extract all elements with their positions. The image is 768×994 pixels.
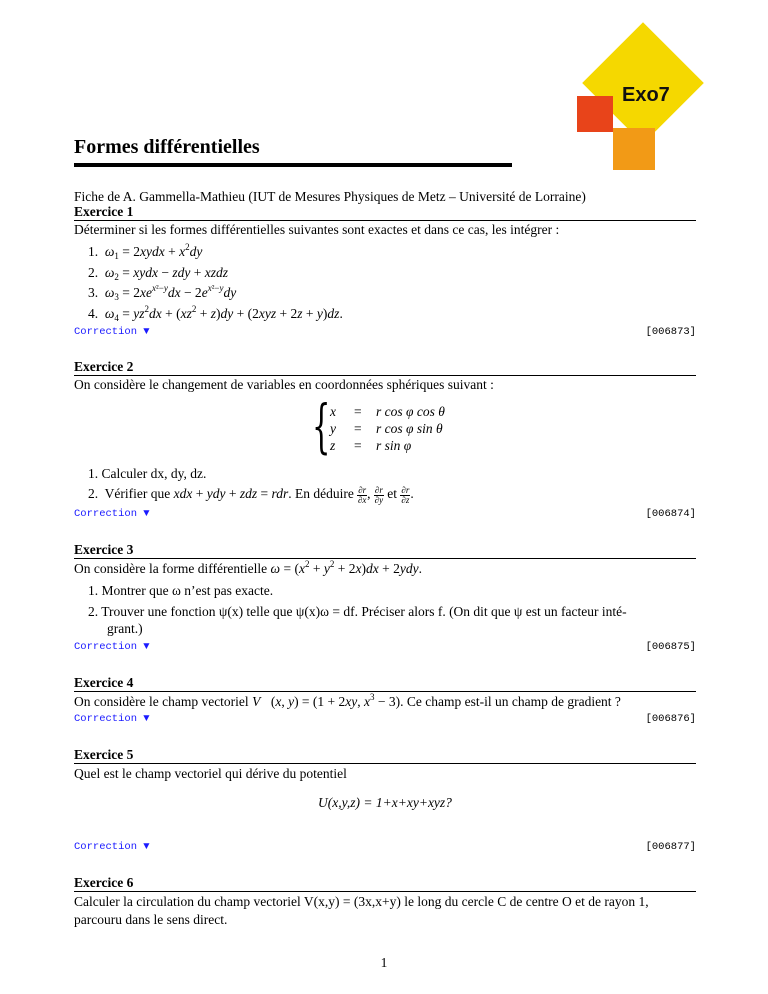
page-title: Formes différentielles	[74, 136, 260, 158]
ex3-item-2: 2. Trouver une fonction ψ(x) telle que ψ(x)ω = df. Préciser alors f. (On dit que ψ est un facteur inté-	[88, 604, 627, 619]
spherical-system: { x = r cos φ cos θ y = r cos φ sin θ z = r sin φ	[312, 392, 445, 460]
exercise-3-rule	[74, 558, 696, 559]
system-brace: {	[312, 392, 331, 460]
page-number: 1	[380, 955, 388, 970]
ex3-item-2-cont: grant.)	[107, 621, 143, 636]
exercise-2-intro: On considère le changement de variables en coordonnées sphériques suivant :	[74, 377, 494, 392]
ex1-item-2: 2. $\omega_2$ = xydx − zdy + xzdz	[88, 265, 229, 282]
correction-link[interactable]: Correction ▼	[74, 508, 150, 520]
exercise-6-rule	[74, 891, 696, 892]
exercise-id: [006874]	[645, 508, 696, 520]
ex2-item-2: 2. Vérifier que xdx + ydy + zdz = rdr. En déduire $\frac{\partial r}{\partial x}$ , $\frac{\partial r}{\partial y}$ et $\frac{\partial r}{\partial z}$ .	[88, 485, 414, 505]
author-line: Fiche de A. Gammella-Mathieu (IUT de Mesures Physiques de Metz – Université de Lorraine)	[74, 189, 586, 204]
logo-text: Exo7	[622, 84, 670, 106]
exercise-id: [006875]	[645, 641, 696, 653]
exercise-6-line1: Calculer la circulation du champ vectoriel V(x,y) = (3x,x+y) le long du cercle C de centre O et de rayon 1,	[74, 894, 649, 909]
exercise-id: [006876]	[645, 713, 696, 725]
exercise-id: [006873]	[645, 326, 696, 338]
ex1-item-4: 4. $\omega_4 = yz^2dx + (xz^2 + z)dy + (2xyz + 2z + y)dz$.	[88, 304, 343, 323]
exercise-5-intro: Quel est le champ vectoriel qui dérive du potentiel	[74, 766, 347, 781]
exercise-5-rule	[74, 763, 696, 764]
exercise-2-heading: Exercice 2	[74, 359, 134, 374]
exercise-1-intro: Déterminer si les formes différentielles suivantes sont exactes et dans ce cas, les intégrer :	[74, 222, 560, 237]
correction-link[interactable]: Correction ▼	[74, 713, 150, 725]
correction-link[interactable]: Correction ▼	[74, 641, 150, 653]
exercise-4-heading: Exercice 4	[74, 675, 134, 690]
ex2-item-1: 1. Calculer dx, dy, dz.	[88, 466, 207, 481]
exercise-id: [006877]	[645, 841, 696, 853]
logo-orange-square	[613, 128, 655, 170]
exercise-3-intro: On considère la forme différentielle $\omega = (x^2 + y^2 + 2x)dx + 2ydy$.	[74, 559, 422, 576]
ex3-item-1: 1. Montrer que ω n’est pas exacte.	[88, 583, 274, 598]
exercise-3-heading: Exercice 3	[74, 542, 134, 557]
exercise-4-intro: On considère le champ vectoriel V⃗(x, y) = (1 + 2xy, $x^3 - 3$). Ce champ est-il un champ de gradient ?	[74, 692, 621, 709]
potential-formula: U(x,y,z) = 1+x+xy+xyz?	[318, 795, 452, 810]
exercise-1-heading: Exercice 1	[74, 204, 134, 219]
correction-link[interactable]: Correction ▼	[74, 326, 150, 338]
exercise-6-heading: Exercice 6	[74, 875, 134, 890]
exercise-5-heading: Exercice 5	[74, 747, 134, 762]
exercise-4-rule	[74, 691, 696, 692]
logo-red-square	[577, 96, 613, 132]
correction-link[interactable]: Correction ▼	[74, 841, 150, 853]
title-rule	[74, 163, 512, 167]
exercise-6-line2: parcouru dans le sens direct.	[74, 912, 228, 927]
ex1-item-1: 1. $\omega_1$ = 2xydx + $x^2dy$	[88, 242, 203, 261]
ex1-item-3: 3. $\omega_3 = 2xe^{x^2-y}dx - 2e^{x^2-y}dy$	[88, 283, 237, 302]
